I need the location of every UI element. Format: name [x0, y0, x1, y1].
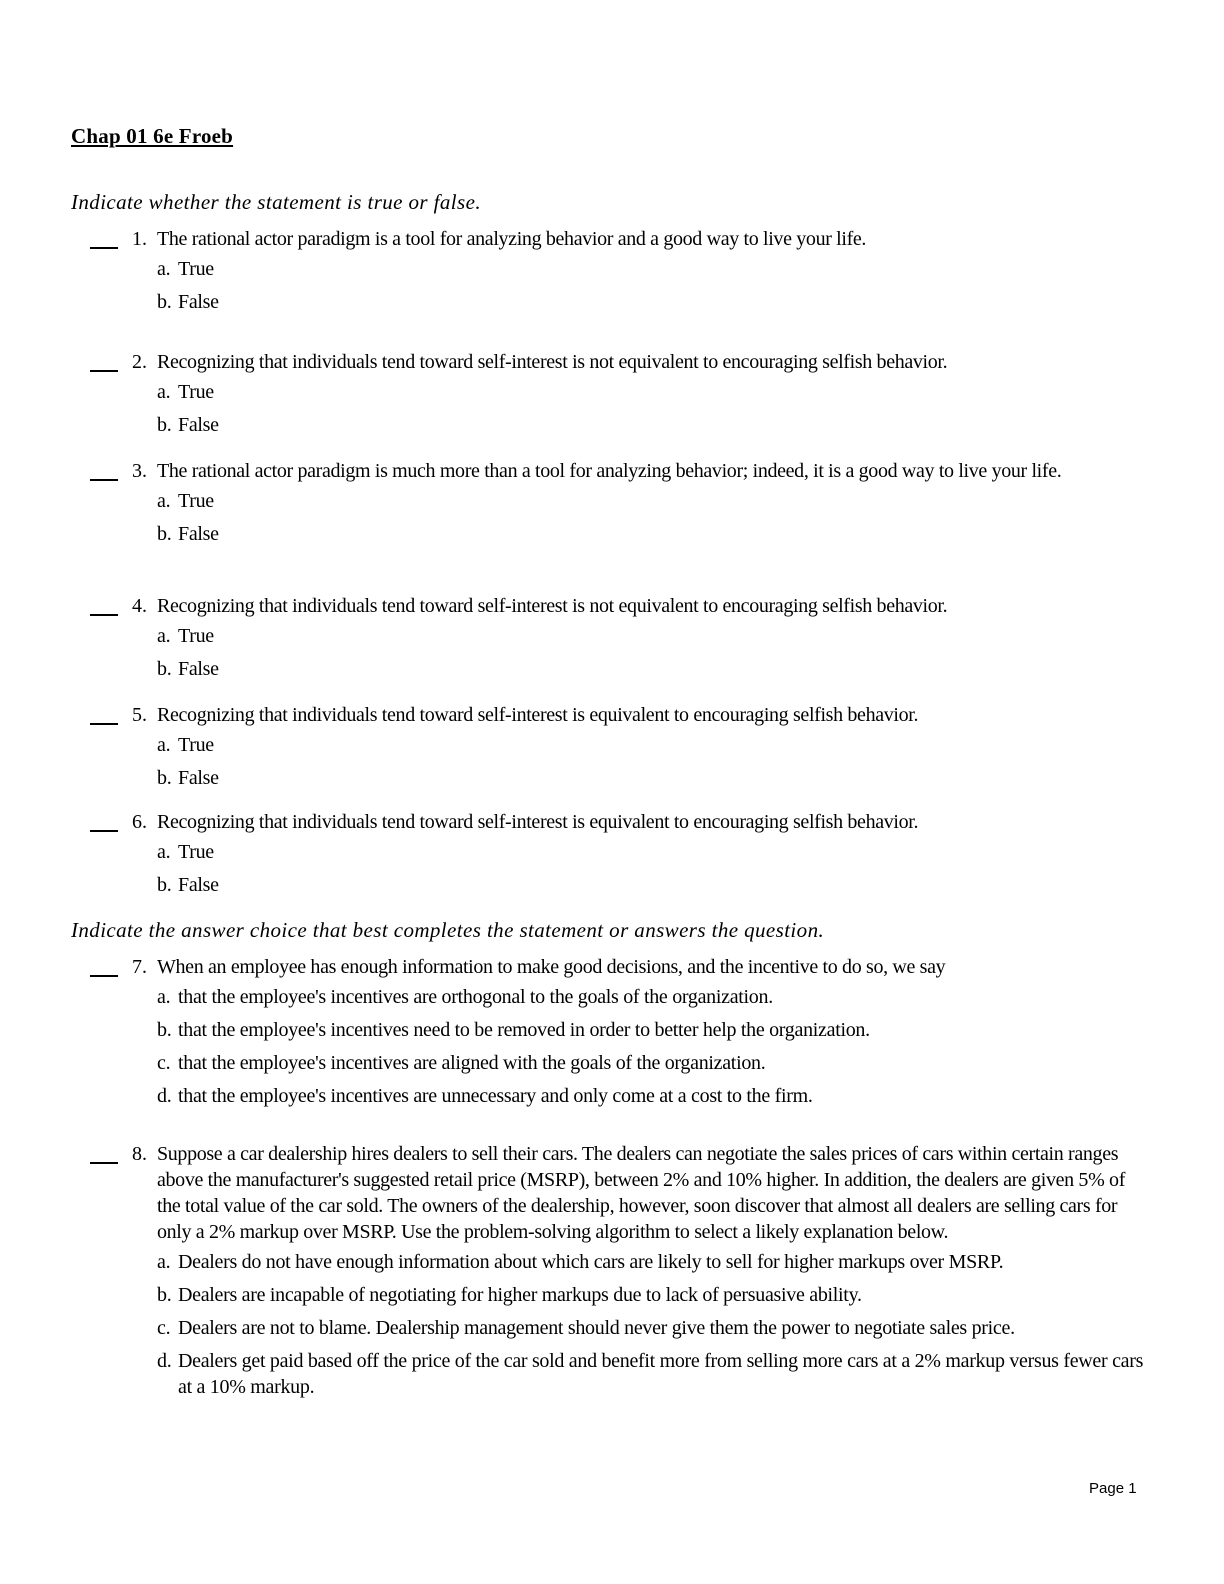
question-number: 3.: [132, 460, 147, 482]
option: c. Dealers are not to blame. Dealership management should never give them the power to negotiate sales price.: [157, 1317, 1015, 1339]
option: a. True: [157, 734, 214, 756]
question-7: [90, 954, 1150, 1116]
answer-blank[interactable]: [90, 954, 118, 977]
question-text: Suppose a car dealership hires dealers to sell their cars. The dealers can negotiate the sales prices of cars within certain ranges above the manufacturer's suggested retail price (MSRP), between 2% and 10% higher. In addition, the dealers are given 5% of the total value of the car sold. The owners of the dealership, however, soon discover that almost all dealers are selling cars for only a 2% markup over MSRP. Use the problem-solving algorithm to select a likely explanation below.: [157, 1143, 1126, 1243]
question-6: [90, 809, 1150, 905]
question-5: [90, 702, 1150, 798]
option: b. that the employee's incentives need to be removed in order to better help the organization.: [157, 1019, 870, 1041]
question-text: Recognizing that individuals tend toward self-interest is equivalent to encouraging selfish behavior.: [157, 704, 919, 726]
question-3: [90, 458, 1150, 554]
mc-instruction: Indicate the answer choice that best completes the statement or answers the question.: [71, 918, 825, 942]
answer-blank[interactable]: [90, 1141, 118, 1164]
page-title: Chap 01 6e Froeb: [71, 124, 234, 148]
option: c. that the employee's incentives are aligned with the goals of the organization.: [157, 1052, 766, 1074]
page-number: Page 1: [1089, 1480, 1137, 1497]
question-text: Recognizing that individuals tend toward self-interest is not equivalent to encouraging selfish behavior.: [157, 595, 948, 617]
question-1: [90, 226, 1150, 322]
option: a. True: [157, 841, 214, 863]
answer-blank[interactable]: [90, 593, 118, 616]
answer-blank[interactable]: [90, 349, 118, 372]
question-4: [90, 593, 1150, 689]
question-8: [90, 1141, 1150, 1407]
question-number: 6.: [132, 811, 147, 833]
question-text: When an employee has enough information to make good decisions, and the incentive to do so, we say: [157, 956, 946, 978]
question-number: 2.: [132, 351, 147, 373]
option: b. Dealers are incapable of negotiating for higher markups due to lack of persuasive ability.: [157, 1284, 862, 1306]
answer-blank[interactable]: [90, 809, 118, 832]
option: a. True: [157, 381, 214, 403]
question-number: 5.: [132, 704, 147, 726]
option: b. False: [157, 523, 219, 545]
option: a. that the employee's incentives are orthogonal to the goals of the organization.: [157, 986, 773, 1008]
option: b. False: [157, 414, 219, 436]
option: b. False: [157, 874, 219, 896]
option: a. True: [157, 625, 214, 647]
option: a. True: [157, 258, 214, 280]
question-text: The rational actor paradigm is a tool for analyzing behavior and a good way to live your life.: [157, 228, 867, 250]
answer-blank[interactable]: [90, 226, 118, 249]
option: a. True: [157, 490, 214, 512]
question-text: Recognizing that individuals tend toward self-interest is equivalent to encouraging selfish behavior.: [157, 811, 919, 833]
question-number: 4.: [132, 595, 147, 617]
option: a. Dealers do not have enough information about which cars are likely to sell for higher markups over MSRP.: [157, 1251, 1004, 1273]
option: d. that the employee's incentives are unnecessary and only come at a cost to the firm.: [157, 1085, 813, 1107]
option: b. False: [157, 291, 219, 313]
tf-instruction: Indicate whether the statement is true or false.: [71, 190, 481, 214]
option: b. False: [157, 767, 219, 789]
question-number: 7.: [132, 956, 147, 978]
question-2: [90, 349, 1150, 445]
answer-blank[interactable]: [90, 458, 118, 481]
option: d. Dealers get paid based off the price of the car sold and benefit more from selling more cars at a 2% markup versus fewer cars at a 10% markup.: [157, 1350, 1144, 1398]
question-number: 8.: [132, 1143, 147, 1165]
question-text: Recognizing that individuals tend toward self-interest is not equivalent to encouraging selfish behavior.: [157, 351, 948, 373]
question-text: The rational actor paradigm is much more than a tool for analyzing behavior; indeed, it is a good way to live your life.: [157, 460, 1062, 482]
answer-blank[interactable]: [90, 702, 118, 725]
option: b. False: [157, 658, 219, 680]
question-number: 1.: [132, 228, 147, 250]
